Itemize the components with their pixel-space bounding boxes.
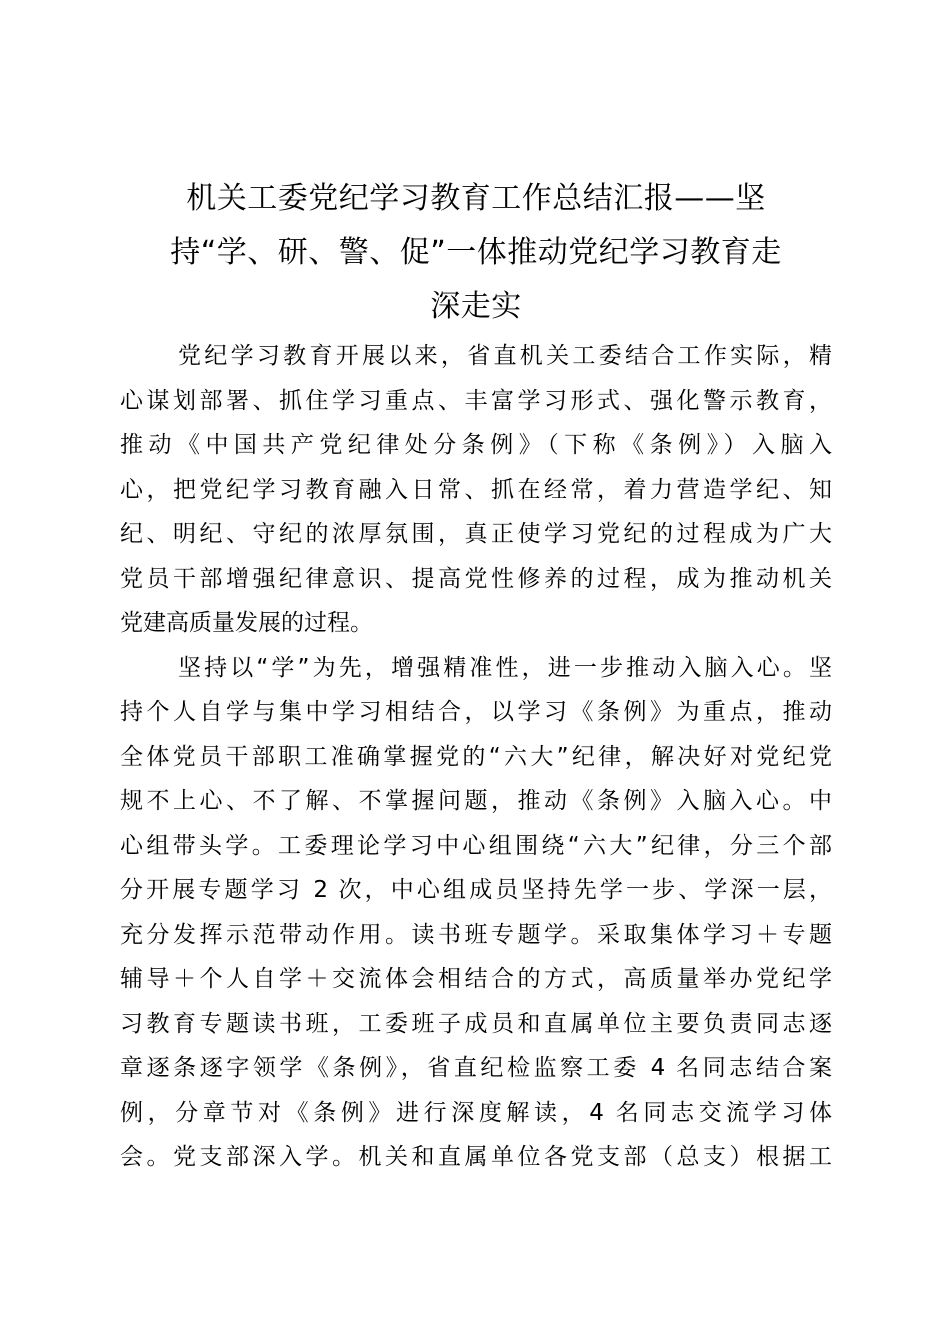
paragraph-intro: [120, 334, 832, 646]
title-line: 深走实: [430, 289, 522, 324]
text-line: 例，分章节对《条例》进行深度解读，4 名同志交流学习体: [120, 1099, 832, 1126]
text-line: 党建高质量发展的过程。: [120, 610, 373, 636]
text-line: 辅导＋个人自学＋交流体会相结合的方式，高质量举办党纪学: [120, 966, 832, 992]
text-line: 党纪学习教育开展以来，省直机关工委结合工作实际，精: [178, 343, 832, 369]
text-line: 纪、明纪、守纪的浓厚氛围，真正使学习党纪的过程成为广大: [120, 521, 832, 547]
text-line: 心，把党纪学习教育融入日常、抓在经常，着力营造学纪、知: [120, 476, 832, 503]
document-body: [120, 334, 832, 1180]
text-line: 充分发挥示范带动作用。读书班专题学。采取集体学习＋专题: [120, 921, 832, 948]
text-line: 党员干部增强纪律意识、提高党性修养的过程，成为推动机关: [120, 565, 832, 592]
text-line: 规不上心、不了解、不掌握问题，推动《条例》入脑入心。中: [120, 788, 832, 814]
text-line: 全体党员干部职工准确掌握党的“六大”纪律，解决好对党纪党: [120, 743, 832, 770]
text-line: 章逐条逐字领学《条例》，省直纪检监察工委 4 名同志结合案: [120, 1055, 832, 1081]
text-line: 推动《中国共产党纪律处分条例》（下称《条例》）入脑入: [120, 432, 832, 458]
paragraph-study: [120, 646, 832, 1180]
text-line: 分开展专题学习 2 次，中心组成员坚持先学一步、学深一层，: [120, 877, 832, 903]
document-page: [120, 172, 832, 1180]
text-line: 坚持以“学”为先，增强精准性，进一步推动入脑入心。坚: [178, 654, 832, 681]
text-line: 会。党支部深入学。机关和直属单位各党支部（总支）根据工: [120, 1144, 832, 1170]
document-title: [120, 172, 832, 334]
text-line: 心组带头学。工委理论学习中心组围绕“六大”纪律，分三个部: [120, 832, 832, 859]
title-line: 机关工委党纪学习教育工作总结汇报——坚: [186, 181, 766, 216]
text-line: 心谋划部署、抓住学习重点、丰富学习形式、强化警示教育，: [120, 387, 832, 414]
title-line: 持“学、研、警、促”一体推动党纪学习教育走: [170, 235, 782, 270]
text-line: 持个人自学与集中学习相结合，以学习《条例》为重点，推动: [120, 699, 832, 725]
text-line: 习教育专题读书班，工委班子成员和直属单位主要负责同志逐: [120, 1010, 832, 1037]
